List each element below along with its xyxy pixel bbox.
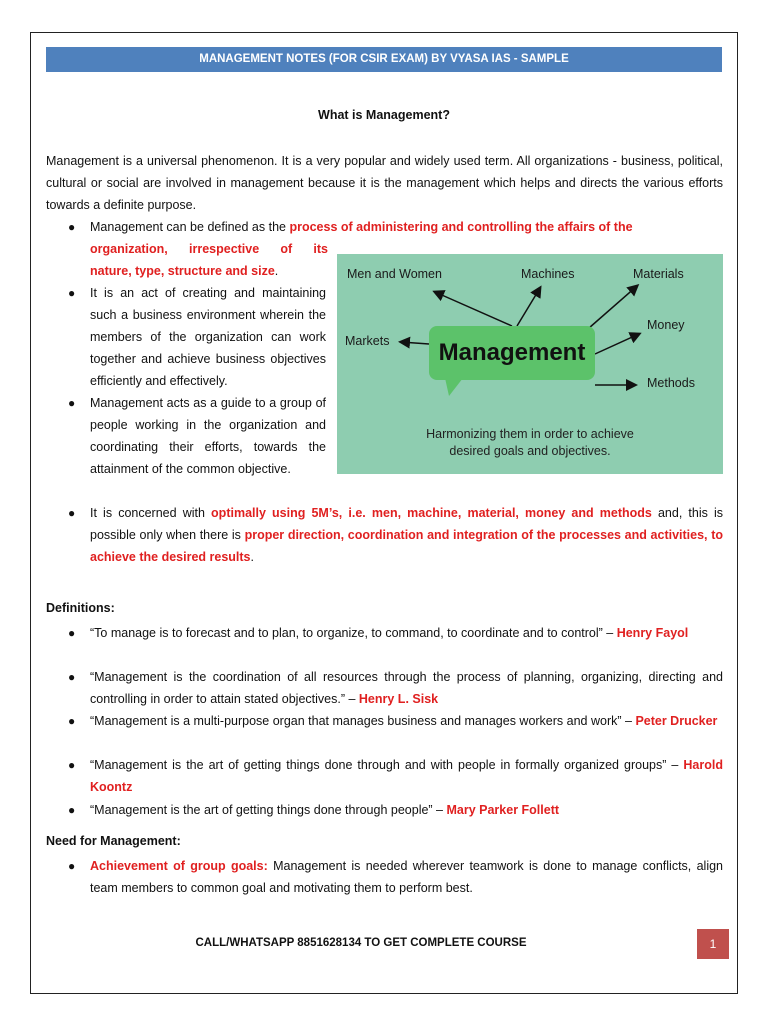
bullet-definition [68, 216, 723, 238]
definition-author: Peter Drucker [635, 714, 718, 728]
bullet-dot: ● [68, 220, 76, 234]
caption-line-2: desired goals and objectives. [449, 444, 611, 458]
intro-paragraph: Management is a universal phenomenon. It is a very popular and widely used term. All organizations - business, political, cultural or social are involved in management because it is the management which helps and directs the various efforts towards a definite purpose. [46, 154, 723, 212]
management-diagram [337, 254, 723, 474]
bullet-dot: ● [68, 670, 76, 684]
highlight-text: organization, irrespective of its [90, 242, 328, 256]
bullet-guide [68, 392, 326, 480]
header-banner: MANAGEMENT NOTES (FOR CSIR EXAM) BY VYASA IAS - SAMPLE [46, 47, 722, 72]
bullet-text: . [250, 550, 254, 564]
footer-cta: CALL/WHATSAPP 8851628134 TO GET COMPLETE COURSE [195, 937, 527, 949]
highlight-text: proper direction, coordination and integration of the processes and activities, to achieve the desired results [90, 528, 724, 564]
definition-quote: “Management is the art of getting things done through and with people in formally organized groups” – [90, 758, 684, 772]
bullet-dot: ● [68, 714, 76, 728]
page-number: 1 [697, 929, 729, 959]
label-machines: Machines [521, 267, 575, 281]
label-markets: Markets [345, 334, 390, 348]
definition-author: Mary Parker Follett [446, 803, 560, 817]
definition-item [68, 754, 723, 798]
label-money: Money [647, 318, 685, 332]
definition-author: Henry L. Sisk [358, 692, 439, 706]
management-box: Management [429, 326, 595, 380]
bullet-text: It is concerned with [90, 506, 212, 520]
highlight-text: process of administering and controlling the affairs of the [289, 220, 633, 234]
bullet-dot: ● [68, 626, 76, 640]
label-men-women: Men and Women [347, 267, 442, 281]
page-title: What is Management? [318, 108, 450, 122]
definition-quote: “Management is the art of getting things done through people” – [90, 803, 447, 817]
caption-line-1: Harmonizing them in order to achieve [426, 427, 634, 441]
definition-item [68, 666, 723, 710]
bullet-text: and, this is possible only when there is [90, 506, 723, 542]
bullet-text: It is an act of creating and maintaining such a business environment wherein the members of the organization can work together and achieve business objectives efficiently and effectively. [90, 286, 326, 388]
bullet-text: Management acts as a guide to a group of people working in the organization and coordinating their efforts, towards the attainment of the common objective. [90, 396, 326, 476]
bullet-definition-cont [90, 238, 328, 260]
definition-author: Henry Fayol [616, 626, 689, 640]
definition-item [68, 799, 723, 821]
bullet-5m [68, 502, 724, 568]
bullet-dot: ● [68, 506, 76, 520]
definitions-heading: Definitions: [46, 601, 115, 615]
bullet-text: . [274, 264, 279, 278]
bullet-text: Management can be defined as the [90, 220, 290, 234]
highlight-text: optimally using 5M’s, i.e. men, machine, material, money and methods [211, 506, 652, 520]
definition-quote: “Management is a multi-purpose organ that manages business and manages workers and work” – [90, 714, 636, 728]
bullet-dot: ● [68, 758, 76, 772]
bullet-dot: ● [68, 803, 76, 817]
label-methods: Methods [647, 376, 695, 390]
definition-author: Harold Koontz [90, 758, 723, 794]
label-materials: Materials [633, 267, 684, 281]
definition-item [68, 622, 723, 644]
definition-quote: “Management is the coordination of all resources through the process of planning, organizing, directing and controlling in order to attain stated objectives.” – [90, 670, 723, 706]
highlight-text: nature, type, structure and size [90, 264, 275, 278]
need-text: Management is needed wherever teamwork is done to manage conflicts, align team members to common goal and motivating them to perform best. [90, 859, 723, 895]
definition-quote: “To manage is to forecast and to plan, to organize, to command, to coordinate and to control” – [90, 626, 617, 640]
bullet-environment [68, 282, 326, 392]
need-item [68, 855, 723, 899]
need-title: Achievement of group goals: [90, 859, 268, 873]
diagram-caption [337, 426, 723, 460]
bullet-dot: ● [68, 859, 76, 873]
bullet-dot: ● [68, 396, 76, 410]
bullet-dot: ● [68, 286, 76, 300]
definition-item [68, 710, 723, 732]
bullet-definition-cont2 [90, 260, 330, 282]
need-heading: Need for Management: [46, 834, 181, 848]
